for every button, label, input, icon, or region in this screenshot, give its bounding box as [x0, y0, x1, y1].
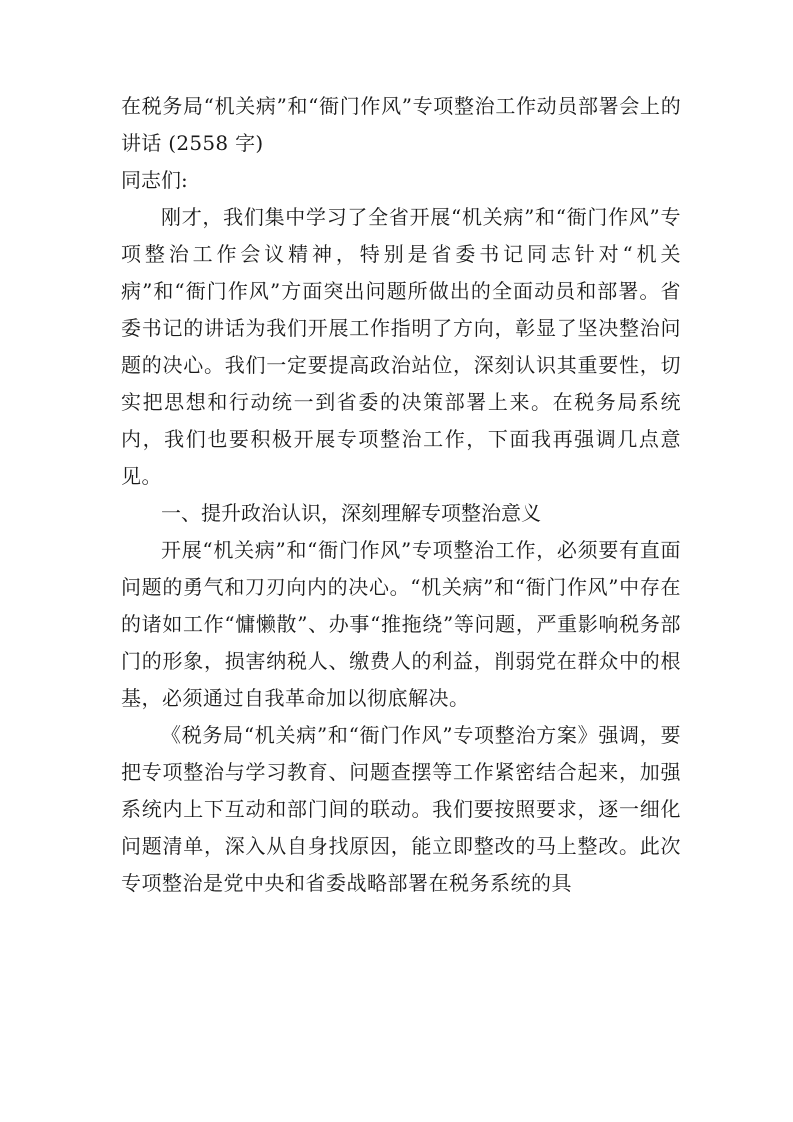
document-title: 在税务局“机关病”和“衙门作风”专项整治工作动员部署会上的讲话 (2558 字) — [121, 94, 681, 155]
greeting: 同志们: — [121, 168, 188, 192]
paragraph-body-2: 《税务局“机关病”和“衙门作风”专项整治方案》强调，要把专项整治与学习教育、问题查摆等工作紧密结合起来，加强系统内上下互动和部门间的联动。我们要按照要求，逐一细化问题清单，深入从自身找原因，能立即整改的马上整改。此次专项整治是党中央和省委战略部署在税务系统的具 — [121, 723, 681, 895]
paragraph-body-1: 开展“机关病”和“衙门作风”专项整治工作，必须要有直面问题的勇气和刀刃向内的决心。“机关病”和“衙门作风”中存在的诸如工作“慵懒散”、办事“推拖绕”等问题，严重影响税务部门的形象，损害纳税人、缴费人的利益，削弱党在群众中的根基，必须通过自我革命加以彻底解决。 — [121, 538, 681, 710]
section-heading-1: 一、提升政治认识，深刻理解专项整治意义 — [161, 501, 541, 525]
document-page — [121, 88, 681, 902]
paragraph-intro: 刚才，我们集中学习了全省开展“机关病”和“衙门作风”专项整治工作会议精神，特别是省委书记同志针对“机关病”和“衙门作风”方面突出问题所做出的全面动员和部署。省委书记的讲话为我们开展工作指明了方向，彰显了坚决整治问题的决心。我们一定要提高政治站位，深刻认识其重要性，切实把思想和行动统一到省委的决策部署上来。在税务局系统内，我们也要积极开展专项整治工作，下面我再强调几点意见。 — [121, 205, 681, 488]
